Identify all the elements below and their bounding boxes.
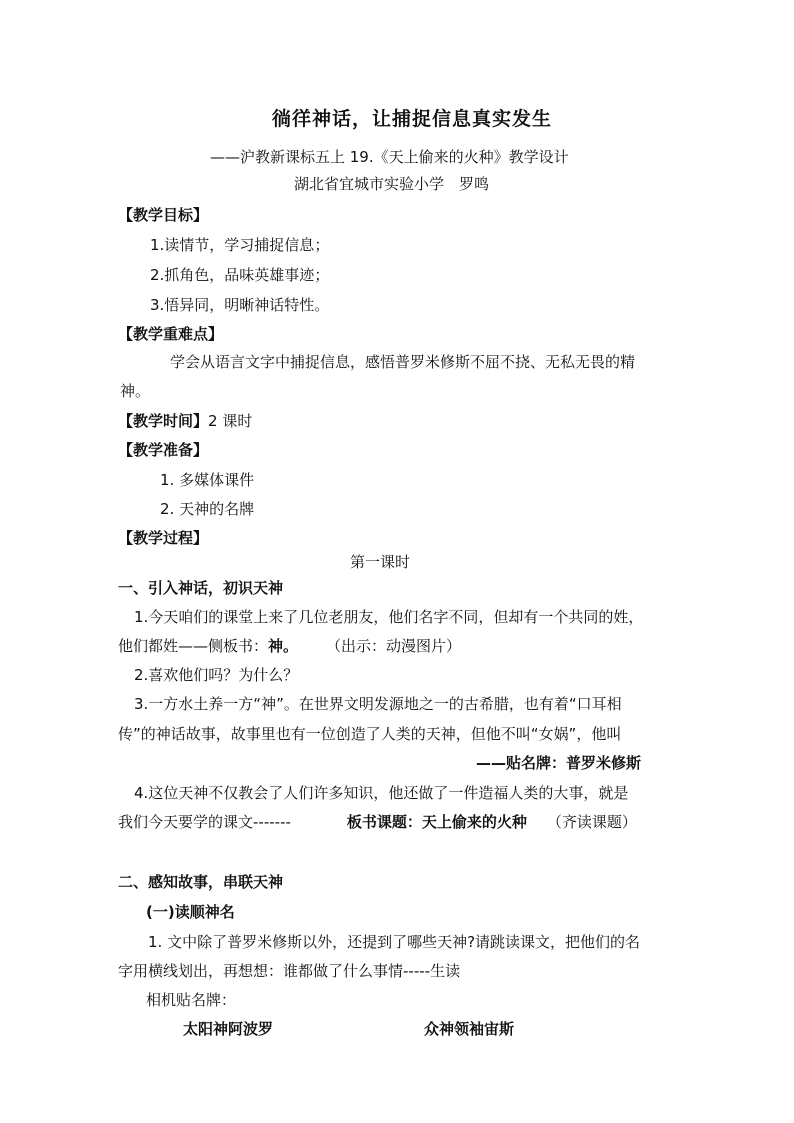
section1-p1-line2	[118, 635, 461, 656]
subtitle: ——沪教新课标五上 19.《天上偷来的火种》教学设计	[210, 148, 569, 166]
goals-heading: 【教学目标】	[118, 206, 209, 224]
p1-board-word: 神。	[268, 637, 299, 655]
section2-heading: 二、感知故事，串联天神	[118, 873, 284, 891]
page-title: 徜徉神话，让捕捉信息真实发生	[272, 108, 553, 130]
name-card-zeus: 众神领袖宙斯	[424, 1020, 515, 1038]
section1-p4-line1: 4.这位天神不仅教会了人们许多知识，他还做了一件造福人类的大事，就是	[134, 784, 629, 802]
section1-p3-line3: ——贴名牌：普罗米修斯	[476, 754, 642, 772]
section2-tag-line: 相机贴名牌：	[146, 991, 237, 1009]
key-points-line-2: 神。	[120, 382, 151, 400]
prep-heading: 【教学准备】	[118, 441, 209, 459]
section1-heading: 一、引入神话，初识天神	[118, 579, 284, 597]
prep-item-1: 1. 多媒体课件	[160, 471, 255, 489]
prep-item-2: 2. 天神的名牌	[160, 500, 255, 518]
section1-p3-line1: 3.一方水土养一方“神”。在世界文明发源地之一的古希腊，也有着“口耳相	[134, 695, 622, 713]
lesson-label: 第一课时	[350, 553, 411, 571]
section1-p1-line1: 1.今天咱们的课堂上来了几位老朋友，他们名字不同，但却有一个共同的姓，	[134, 608, 644, 626]
p4-board-title: 板书课题：天上偷来的火种	[346, 813, 527, 831]
goal-item-3: 3.悟异同，明晰神话特性。	[150, 296, 330, 314]
section2-q-line1: 1. 文中除了普罗米修斯以外，还提到了哪些天神?请跳读课文，把他们的名	[148, 933, 641, 951]
section2-q-line2: 字用横线划出，再想想：谁都做了什么事情-----生读	[118, 962, 461, 980]
p1-show: （出示：动漫图片）	[326, 637, 462, 655]
key-points-line-1: 学会从语言文字中捕捉信息，感悟普罗米修斯不屈不挠、无私无畏的精	[170, 353, 636, 371]
author-line: 湖北省宜城市实验小学 罗鸣	[294, 175, 490, 193]
time-row	[118, 410, 252, 431]
key-points-heading: 【教学重难点】	[118, 325, 224, 343]
name-card-apollo: 太阳神阿波罗	[183, 1020, 274, 1038]
section1-p2: 2.喜欢他们吗？为什么？	[134, 666, 299, 684]
p4-text: 我们今天要学的课文-------	[118, 813, 291, 831]
section1-p4-line2	[118, 811, 637, 832]
p1-text: 他们都姓——侧板书：	[118, 637, 269, 655]
time-heading: 【教学时间】	[118, 412, 209, 430]
goal-item-2: 2.抓角色，品味英雄事迹；	[150, 266, 330, 284]
section1-p3-line2: 传”的神话故事，故事里也有一位创造了人类的天神，但他不叫“女娲”，他叫	[118, 725, 622, 743]
time-value: 2 课时	[208, 412, 253, 430]
p4-read: （齐读课题）	[546, 813, 637, 831]
process-heading: 【教学过程】	[118, 529, 209, 547]
goal-item-1: 1.读情节，学习捕捉信息；	[150, 236, 330, 254]
section2-sub1: (一)读顺神名	[146, 903, 235, 921]
